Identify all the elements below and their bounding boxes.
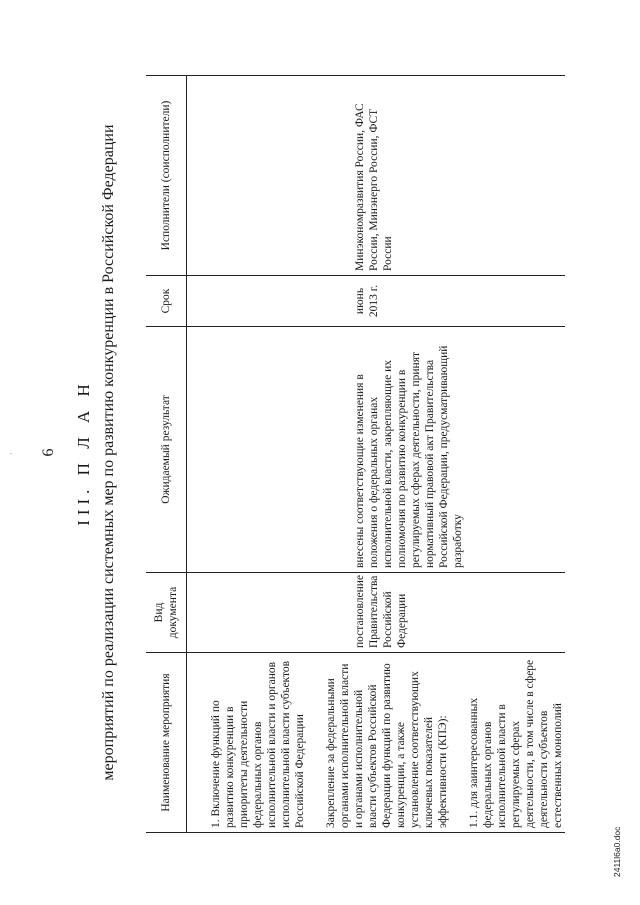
plan-subtitle: мероприятий по реализации системных мер по развитию конкуренции в Российской Федерации	[100, 124, 117, 781]
table-spacer-row	[187, 76, 210, 833]
plan-table	[146, 75, 565, 833]
table-row	[209, 76, 565, 833]
header-executors: Исполнители (соисполнители)	[146, 76, 187, 276]
result-cell	[209, 327, 565, 573]
document-file-reference: 2411l6а0.doc	[612, 826, 622, 877]
section-item: 1. Включение функций по развитию конкуренции в приоритеты деятельности федеральных органов исполнительной власти и органов исполнительной власти субъектов Российской Федерации	[210, 660, 306, 828]
document-cell	[209, 573, 565, 653]
measure-text: 1.1. для заинтересованных федеральных органов исполнительной власти в регулируемых сферах деятельности, в том числе в сфере деятельности субъектов естественных монополий	[468, 659, 564, 828]
executors-text: Минэкономразвития России, ФАС России, Минэнерго России, ФСТ России	[354, 103, 394, 271]
header-measure: Наименование мероприятия	[146, 653, 187, 833]
plan-title: III. П Л А Н	[74, 379, 93, 526]
document-type-text: постановление Правительства Российской Федерации	[354, 574, 408, 648]
header-document-type: Вид документа	[146, 573, 187, 653]
corner-mark: ·	[6, 452, 16, 455]
page-number: 6	[40, 448, 57, 457]
expected-result-text: внесены соответствующие изменения в положения о федеральных органах исполнительной власти, закрепляющие их полномочия по развитию конкуренции в регулируемых сферах деятельности, принят нормативный правовой акт Правительства Российской Федерации, предусматривающий разработку	[354, 345, 464, 568]
deadline-cell	[209, 276, 565, 327]
table-header-row	[146, 76, 187, 833]
header-expected-result: Ожидаемый результат	[146, 327, 187, 573]
deadline-text: июнь 2013 г.	[354, 284, 380, 318]
section-note: Закрепление за федеральными органами исполнительной власти и органами исполнительной власти субъектов Российской Федерации функций по развитию конкуренции, а также установление соответствующих ключевых показателей эффективности (КПЭ):	[325, 663, 449, 828]
header-deadline: Срок	[146, 276, 187, 327]
executors-cell	[209, 76, 565, 276]
measure-cell	[209, 653, 565, 833]
